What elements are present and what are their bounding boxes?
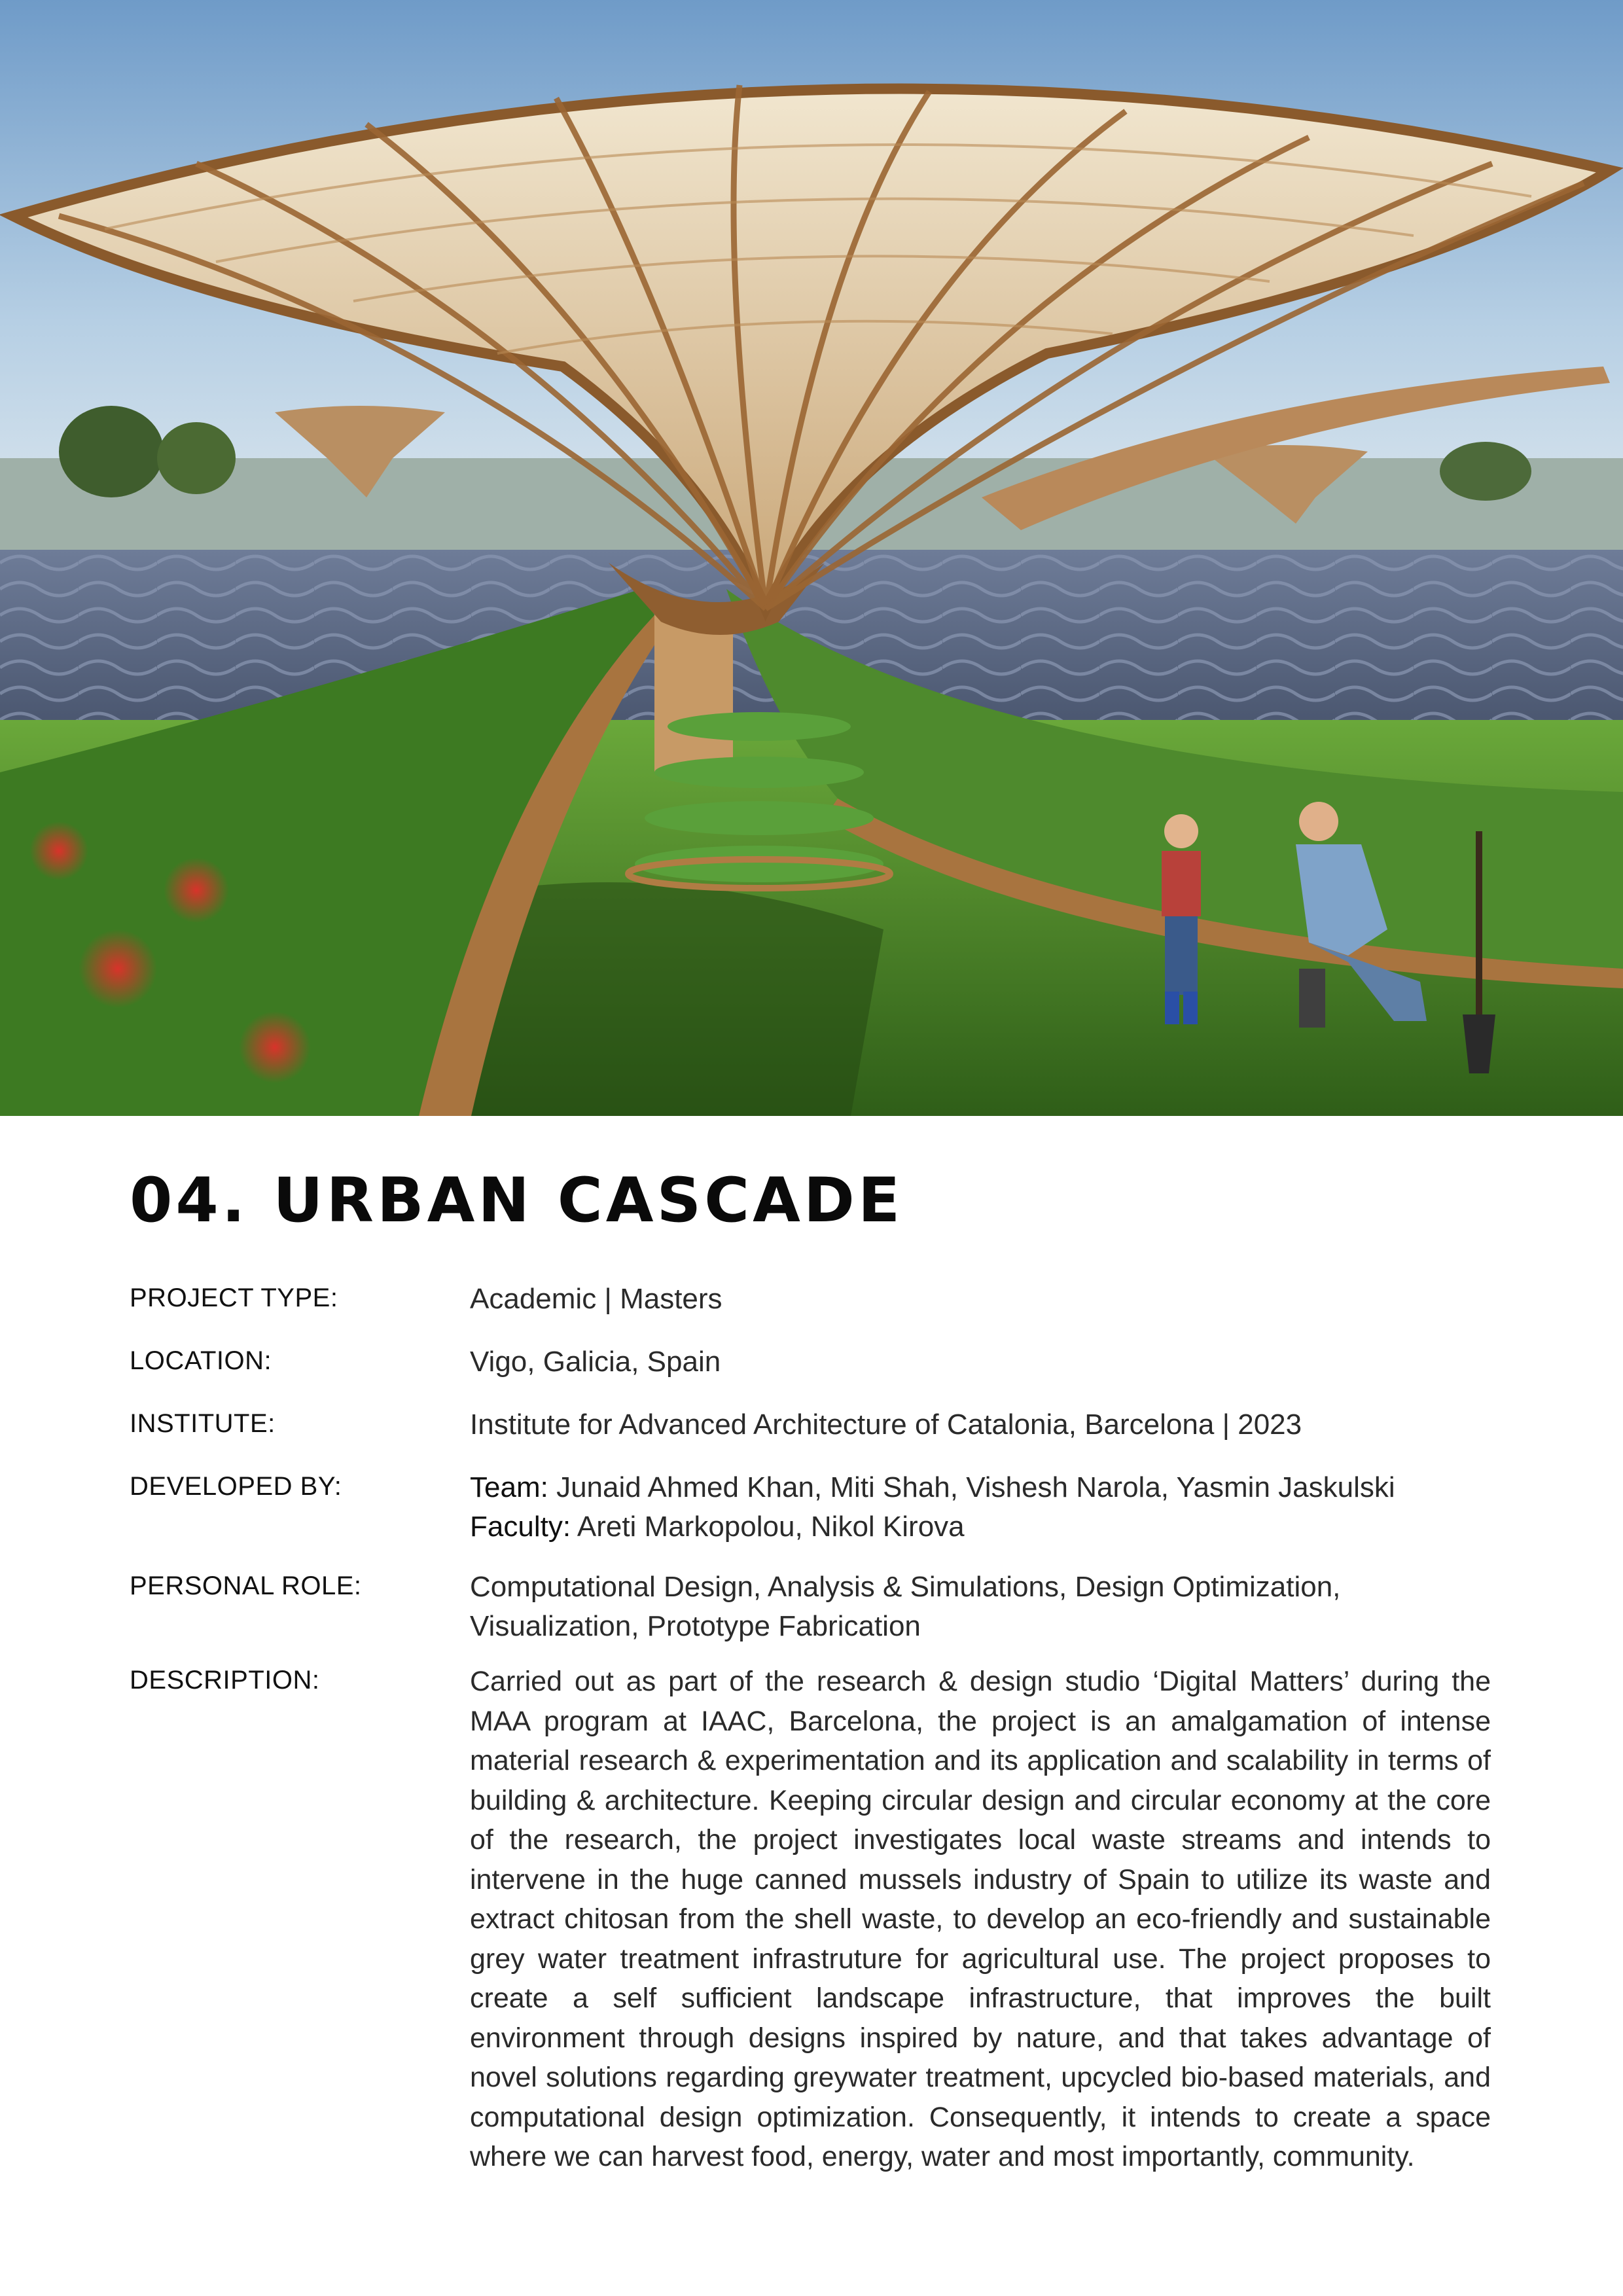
team-members: Junaid Ahmed Khan, Miti Shah, Vishesh Narola, Yasmin Jaskulski (556, 1471, 1395, 1503)
team-label: Team: (470, 1471, 548, 1503)
page-title: 04. URBAN CASCADE (130, 1165, 904, 1236)
label-location: LOCATION: (130, 1346, 272, 1375)
row-institute (130, 1405, 1497, 1468)
value-institute: Institute for Advanced Architecture of Catalonia, Barcelona | 2023 (470, 1408, 1302, 1441)
label-institute: INSTITUTE: (130, 1409, 276, 1438)
row-personal-role (130, 1568, 1497, 1662)
faculty-line (470, 1507, 1497, 1547)
value-personal-role: Computational Design, Analysis & Simulations, Design Optimization, Visualization, Prototype Fabrication (470, 1571, 1341, 1642)
row-developed-by (130, 1468, 1497, 1568)
value-description: Carried out as part of the research & design studio ‘Digital Matters’ during the MAA program at IAAC, Barcelona, the project is an amalgamation of intense material research & experimentation and its application and scalability in terms of building & architecture. Keeping circular design and circular economy at the core of the research, the project investigates local waste streams and intends to intervene in the huge canned mussels industry of Spain to utilize its waste and extract chitosan from the shell waste, to develop an eco-friendly and sustainable grey water treatment infrastruture for agricultural use. The project proposes to create a self sufficient landscape infrastructure, that improves the built environment through designs inspired by nature, and that takes advantage of novel solutions regarding greywater treatment, upcycled bio-based materials, and computational design optimization. Consequently, it intends to create a space where we can harvest food, energy, water and most importantly, community. (470, 1666, 1491, 2172)
urban-cascade-rendering (0, 0, 1623, 1116)
label-developed-by: DEVELOPED BY: (130, 1472, 342, 1501)
label-personal-role: PERSONAL ROLE: (130, 1571, 362, 1600)
faculty-label: Faculty: (470, 1511, 571, 1543)
value-project-type: Academic | Masters (470, 1283, 722, 1315)
row-project-type (130, 1280, 1497, 1342)
label-description: DESCRIPTION: (130, 1666, 320, 1695)
row-location (130, 1342, 1497, 1405)
team-line (470, 1468, 1497, 1507)
project-details (130, 1280, 1497, 2177)
value-location: Vigo, Galicia, Spain (470, 1346, 721, 1378)
hero-rendering (0, 0, 1623, 1116)
label-project-type: PROJECT TYPE: (130, 1283, 338, 1312)
faculty-members: Areti Markopolou, Nikol Kirova (577, 1511, 965, 1543)
value-developed-by (470, 1468, 1497, 1547)
row-description (130, 1662, 1497, 2177)
